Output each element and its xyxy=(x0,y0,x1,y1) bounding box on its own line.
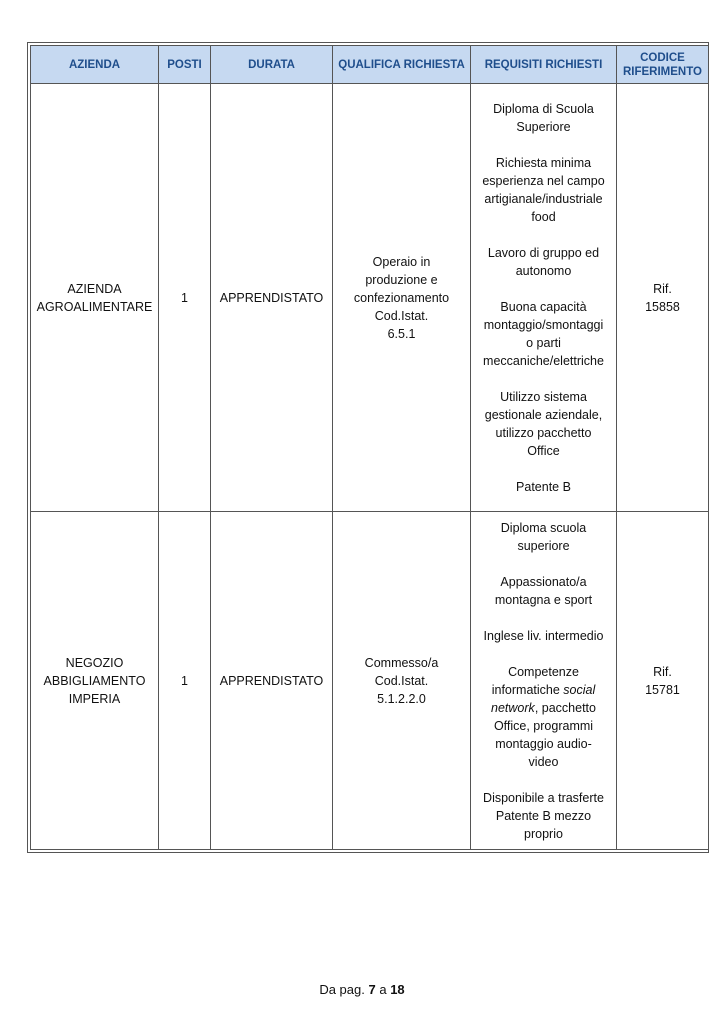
requisito-line: utilizzo pacchetto xyxy=(495,425,592,440)
cell-qualifica xyxy=(333,84,471,512)
table-row xyxy=(31,84,709,512)
requisito-line: Richiesta minima xyxy=(495,155,592,170)
requisito-item xyxy=(475,244,612,280)
footer-prefix: Da pag. xyxy=(319,982,365,997)
requisito-line: montaggio/smontaggi xyxy=(483,317,604,332)
requisito-line: Patente B xyxy=(516,479,571,494)
qualifica-line: Commesso/a xyxy=(364,655,439,670)
requisito-item xyxy=(475,154,612,226)
footer-page-number: 7 xyxy=(368,982,376,997)
table-header-row xyxy=(31,46,709,84)
requisito-line: Superiore xyxy=(516,119,571,134)
header-codice-line1: CODICE xyxy=(640,51,685,64)
qualifica-line: Operaio in xyxy=(372,254,431,269)
requisito-line: Buona capacità xyxy=(500,299,587,314)
requisito-line xyxy=(475,699,612,717)
requisito-line: o parti xyxy=(526,335,561,350)
requisito-line: Disponibile a trasferte xyxy=(483,790,604,805)
requisito-line: Competenze xyxy=(508,664,579,679)
job-offers-table xyxy=(30,45,709,850)
header-durata: DURATA xyxy=(211,46,333,84)
requisito-italic: social xyxy=(563,682,596,697)
azienda-line: AZIENDA xyxy=(67,281,122,296)
requisito-line: Office xyxy=(527,443,560,458)
requisito-line: gestionale aziendale, xyxy=(484,407,603,422)
header-codice xyxy=(617,46,709,84)
cell-requisiti xyxy=(471,84,617,512)
requisito-line: autonomo xyxy=(515,263,572,278)
requisito-line: Inglese liv. intermedio xyxy=(483,628,604,643)
requisito-line xyxy=(475,681,612,699)
requisito-item xyxy=(475,388,612,460)
requisito-item xyxy=(475,478,612,496)
requisito-item xyxy=(475,627,612,645)
requisito-item xyxy=(475,519,612,555)
requisito-item xyxy=(475,298,612,370)
azienda-line: ABBIGLIAMENTO xyxy=(43,673,146,688)
azienda-line: NEGOZIO xyxy=(65,655,124,670)
requisito-line: food xyxy=(531,209,556,224)
table-row xyxy=(31,512,709,850)
qualifica-line: 6.5.1 xyxy=(387,326,416,341)
requisito-fragment: informatiche xyxy=(491,682,560,697)
azienda-line: AGROALIMENTARE xyxy=(36,299,153,314)
codice-line: 15781 xyxy=(645,682,680,697)
cell-durata: APPRENDISTATO xyxy=(211,84,333,512)
cell-requisiti xyxy=(471,512,617,850)
cell-azienda xyxy=(31,512,159,850)
requisito-line: montagna e sport xyxy=(494,592,593,607)
cell-azienda xyxy=(31,84,159,512)
requisito-line: Diploma scuola xyxy=(500,520,587,535)
requisito-line: Lavoro di gruppo ed xyxy=(487,245,600,260)
cell-qualifica xyxy=(333,512,471,850)
header-azienda: AZIENDA xyxy=(31,46,159,84)
qualifica-line: produzione e xyxy=(365,272,438,287)
qualifica-line: Cod.Istat. xyxy=(374,308,429,323)
requisito-line: meccaniche/elettriche xyxy=(483,353,604,368)
requisito-line: superiore xyxy=(517,538,570,553)
requisito-item xyxy=(475,100,612,136)
header-requisiti: REQUISITI RICHIESTI xyxy=(471,46,617,84)
requisito-italic: network xyxy=(491,700,535,715)
requisito-item xyxy=(475,789,612,843)
requisito-item xyxy=(475,573,612,609)
requisito-line: montaggio audio- xyxy=(495,736,592,751)
cell-posti: 1 xyxy=(159,84,211,512)
requisito-line: artigianale/industriale xyxy=(484,191,603,206)
qualifica-line: 5.1.2.2.0 xyxy=(377,691,426,706)
codice-line: Rif. xyxy=(653,664,672,679)
cell-durata: APPRENDISTATO xyxy=(211,512,333,850)
requisito-line: Utilizzo sistema xyxy=(500,389,587,404)
requisito-line: video xyxy=(528,754,559,769)
requisito-line: Office, programmi xyxy=(493,718,594,733)
requisito-fragment: , pacchetto xyxy=(534,700,596,715)
requisito-line: esperienza nel campo xyxy=(482,173,605,188)
header-qualifica: QUALIFICA RICHIESTA xyxy=(333,46,471,84)
qualifica-line: Cod.Istat. xyxy=(374,673,429,688)
cell-codice xyxy=(617,84,709,512)
requisito-item xyxy=(475,663,612,771)
requisito-line: proprio xyxy=(524,826,563,841)
requisito-line: Appassionato/a xyxy=(500,574,587,589)
codice-line: 15858 xyxy=(645,299,680,314)
header-posti: POSTI xyxy=(159,46,211,84)
page-footer xyxy=(0,982,724,997)
job-offers-table-container xyxy=(27,42,709,853)
requisito-line: Diploma di Scuola xyxy=(493,101,594,116)
requisito-line: Patente B mezzo xyxy=(495,808,592,823)
cell-posti: 1 xyxy=(159,512,211,850)
codice-line: Rif. xyxy=(653,281,672,296)
footer-total-pages: 18 xyxy=(390,982,405,997)
qualifica-line: confezionamento xyxy=(353,290,450,305)
cell-codice xyxy=(617,512,709,850)
footer-middle: a xyxy=(379,982,387,997)
azienda-line: IMPERIA xyxy=(68,691,121,706)
header-codice-line2: RIFERIMENTO xyxy=(622,65,702,78)
